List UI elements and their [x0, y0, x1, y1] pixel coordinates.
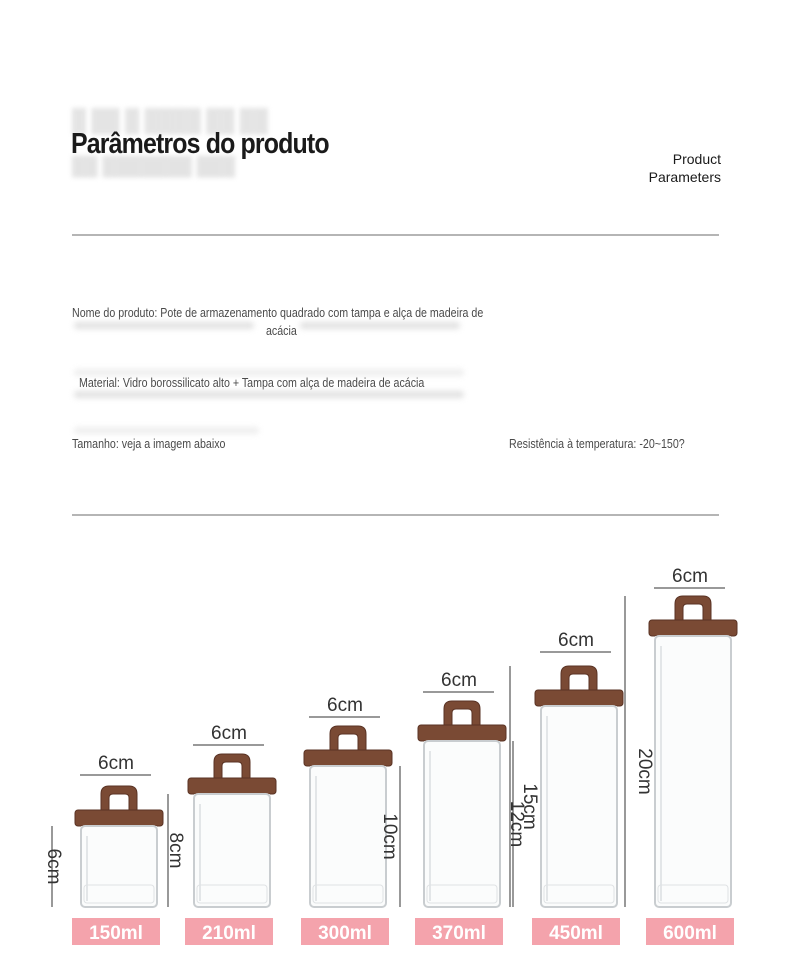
capacity-label: 600ml [663, 923, 717, 944]
english-subtitle-line2: Parameters [648, 169, 721, 185]
lid-handle [214, 754, 250, 779]
lid-handle [101, 786, 137, 811]
capacity-label: 150ml [89, 923, 143, 944]
spec-size: Tamanho: veja a imagem abaixo [72, 436, 226, 451]
height-dimension-label: 8cm [165, 832, 186, 869]
spec-product-name-line2: acácia [266, 323, 297, 338]
english-subtitle-line1: Product [672, 151, 721, 167]
width-dimension-label: 6cm [672, 566, 708, 587]
capacity-label: 370ml [432, 923, 486, 944]
lid-handle [330, 726, 366, 751]
lid-handle [561, 666, 597, 691]
capacity-label: 450ml [549, 923, 603, 944]
glass-jar-body [81, 826, 157, 907]
wooden-lid [75, 810, 163, 826]
title-ghost: █ ██ █ ████ ██ ██ [72, 108, 268, 133]
lid-handle [444, 701, 480, 726]
width-dimension-label: 6cm [98, 753, 134, 774]
glass-jar-body [655, 636, 731, 907]
lid-handle [675, 596, 711, 621]
wooden-lid [304, 750, 392, 766]
height-dimension-label: 10cm [379, 813, 400, 860]
page-title: Parâmetros do produto [71, 128, 329, 160]
capacity-label: 210ml [202, 923, 256, 944]
spec-temperature: Resistência à temperatura: -20~150? [509, 436, 685, 451]
wooden-lid [188, 778, 276, 794]
height-dimension-label: 15cm [519, 783, 540, 830]
width-dimension-label: 6cm [558, 630, 594, 651]
width-dimension-label: 6cm [211, 723, 247, 744]
wooden-lid [418, 725, 506, 741]
width-dimension-label: 6cm [441, 670, 477, 691]
glass-jar-body [541, 706, 617, 907]
height-dimension-label: 6cm [43, 848, 64, 885]
glass-jar-body [310, 766, 386, 907]
spec-product-name: Nome do produto: Pote de armazenamento quadrado com tampa e alça de madeira de [72, 305, 484, 320]
wooden-lid [535, 690, 623, 706]
wooden-lid [649, 620, 737, 636]
spec-material: Material: Vidro borossilicato alto + Tampa com alça de madeira de acácia [79, 375, 425, 390]
glass-jar-body [194, 794, 270, 907]
height-dimension-label: 12cm [506, 800, 527, 848]
glass-jar-body [424, 741, 500, 907]
height-dimension-label: 20cm [634, 748, 655, 795]
title-ghost-lower: ██ ███████ ███ [72, 156, 236, 176]
capacity-label: 300ml [318, 923, 372, 944]
width-dimension-label: 6cm [327, 695, 363, 716]
